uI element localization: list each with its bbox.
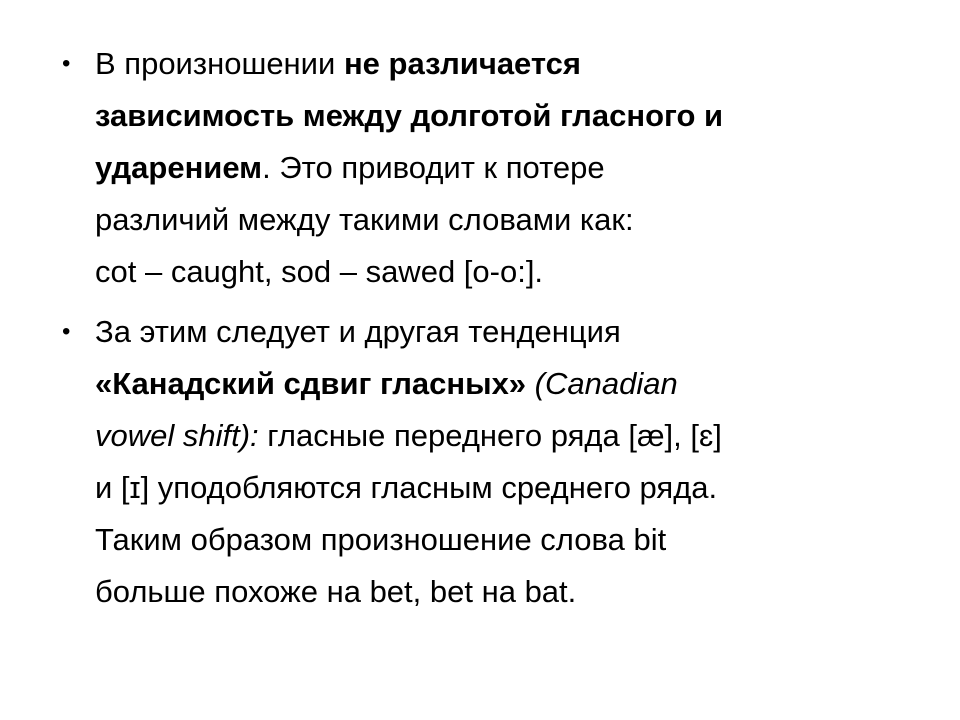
text-run: Таким образом произношение слова bit (95, 522, 667, 557)
italic-text-run: vowel shift): (95, 418, 259, 453)
text-run: и [ɪ] уподобляются гласным среднего ряда. (95, 470, 718, 505)
text-line (95, 566, 915, 618)
text-line (95, 90, 915, 142)
text-run: гласные переднего ряда [æ], [ɛ] (258, 418, 722, 453)
bullet-item-1 (60, 38, 915, 298)
bold-text-run: ударением (95, 150, 263, 185)
bullet-item-2 (60, 306, 915, 618)
text-line (95, 246, 915, 298)
text-line (95, 410, 915, 462)
text-run: больше похоже на bet, bet на bat. (95, 574, 577, 609)
bold-text-run: «Канадский сдвиг гласных» (95, 366, 527, 401)
text-run: . Это приводит к потере (262, 150, 605, 185)
text-line (95, 514, 915, 566)
bullet-marker: • (62, 50, 71, 77)
bullet-list (60, 38, 940, 626)
italic-text-run: (Canadian (526, 366, 678, 401)
text-line (95, 38, 915, 90)
bold-text-run: зависимость между долготой гласного и (95, 98, 724, 133)
bullet-marker: • (62, 318, 71, 345)
text-line (95, 306, 915, 358)
text-line (95, 142, 915, 194)
text-run: различий между такими словами как: (95, 202, 634, 237)
text-run: cot – caught, sod – sawed [о-о:]. (95, 254, 544, 289)
text-run: За этим следует и другая тенденция (95, 314, 621, 349)
text-line (95, 194, 915, 246)
text-line (95, 358, 915, 410)
text-run: В произношении (95, 46, 344, 81)
bold-text-run: не различается (343, 46, 581, 81)
text-line (95, 462, 915, 514)
